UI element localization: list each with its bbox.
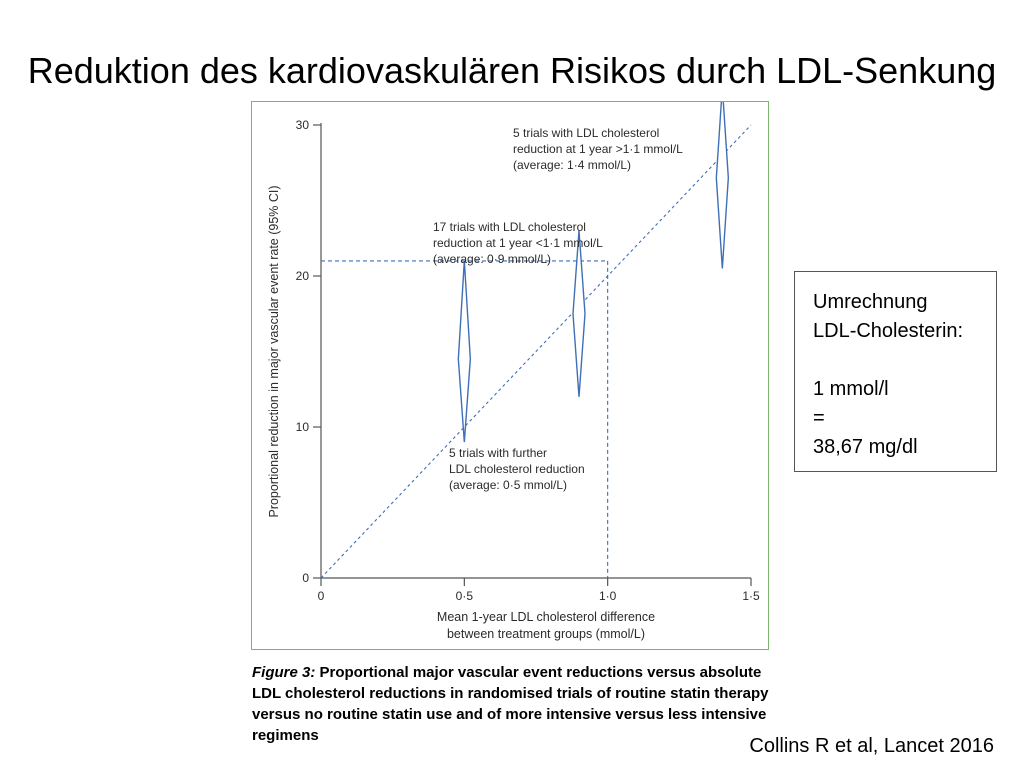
data-point-diamond-0 <box>458 261 470 442</box>
conversion-box <box>794 271 997 472</box>
conversion-line-2: LDL-Cholesterin: <box>813 320 964 342</box>
conversion-spacer <box>813 346 996 375</box>
slide-title: Reduktion des kardiovaskulären Risikos durch LDL-Senkung <box>27 50 997 91</box>
data-point-diamond-1 <box>573 231 585 397</box>
trend-line <box>321 125 751 578</box>
annotation-2-line-2: (average: 1·4 mmol/L) <box>513 158 632 172</box>
figure-caption <box>252 662 772 746</box>
conversion-line-4: = <box>813 407 825 429</box>
citation: Collins R et al, Lancet 2016 <box>749 735 994 757</box>
conversion-line-3: 1 mmol/l <box>813 378 889 400</box>
annotation-2-line-0: 5 trials with LDL cholesterol <box>513 126 660 140</box>
figure-label: Figure 3: <box>252 664 316 681</box>
data-point-diamond-2 <box>716 102 728 268</box>
x-tick-label-1: 0·5 <box>455 589 474 603</box>
y-tick-label-2: 20 <box>295 269 309 283</box>
x-tick-label-0: 0 <box>317 589 325 603</box>
conversion-line-1: Umrechnung <box>813 291 928 313</box>
chart <box>252 102 770 651</box>
figure-caption-text: Proportional major vascular event reductions versus absolute LDL cholesterol reductions in randomised trials of routine statin therapy versus no routine statin use and of more intensive versus less intensive regimens <box>252 664 769 744</box>
annotation-0-line-1: LDL cholesterol reduction <box>449 462 585 476</box>
annotation-1-line-2: (average: 0·9 mmol/L) <box>433 252 552 266</box>
x-tick-label-3: 1·5 <box>742 589 760 603</box>
conversion-line-5: 38,67 mg/dl <box>813 436 918 458</box>
annotation-1-line-0: 17 trials with LDL cholesterol <box>433 220 586 234</box>
y-tick-label-0: 0 <box>302 571 309 585</box>
annotation-1-line-1: reduction at 1 year <1·1 mmol/L <box>433 236 603 250</box>
annotation-2-line-1: reduction at 1 year >1·1 mmol/L <box>513 142 683 156</box>
y-tick-label-1: 10 <box>295 420 309 434</box>
figure-frame <box>251 101 769 650</box>
x-axis-label-line-1: Mean 1-year LDL cholesterol difference <box>436 610 656 624</box>
annotation-0-line-0: 5 trials with further <box>449 446 548 460</box>
y-tick-label-3: 30 <box>295 118 309 132</box>
annotation-0-line-2: (average: 0·5 mmol/L) <box>449 478 568 492</box>
x-tick-label-2: 1·0 <box>598 589 617 603</box>
x-axis-label-line-2: between treatment groups (mmol/L) <box>446 627 646 641</box>
y-axis-label: Proportional reduction in major vascular event rate (95% CI) <box>267 185 281 518</box>
